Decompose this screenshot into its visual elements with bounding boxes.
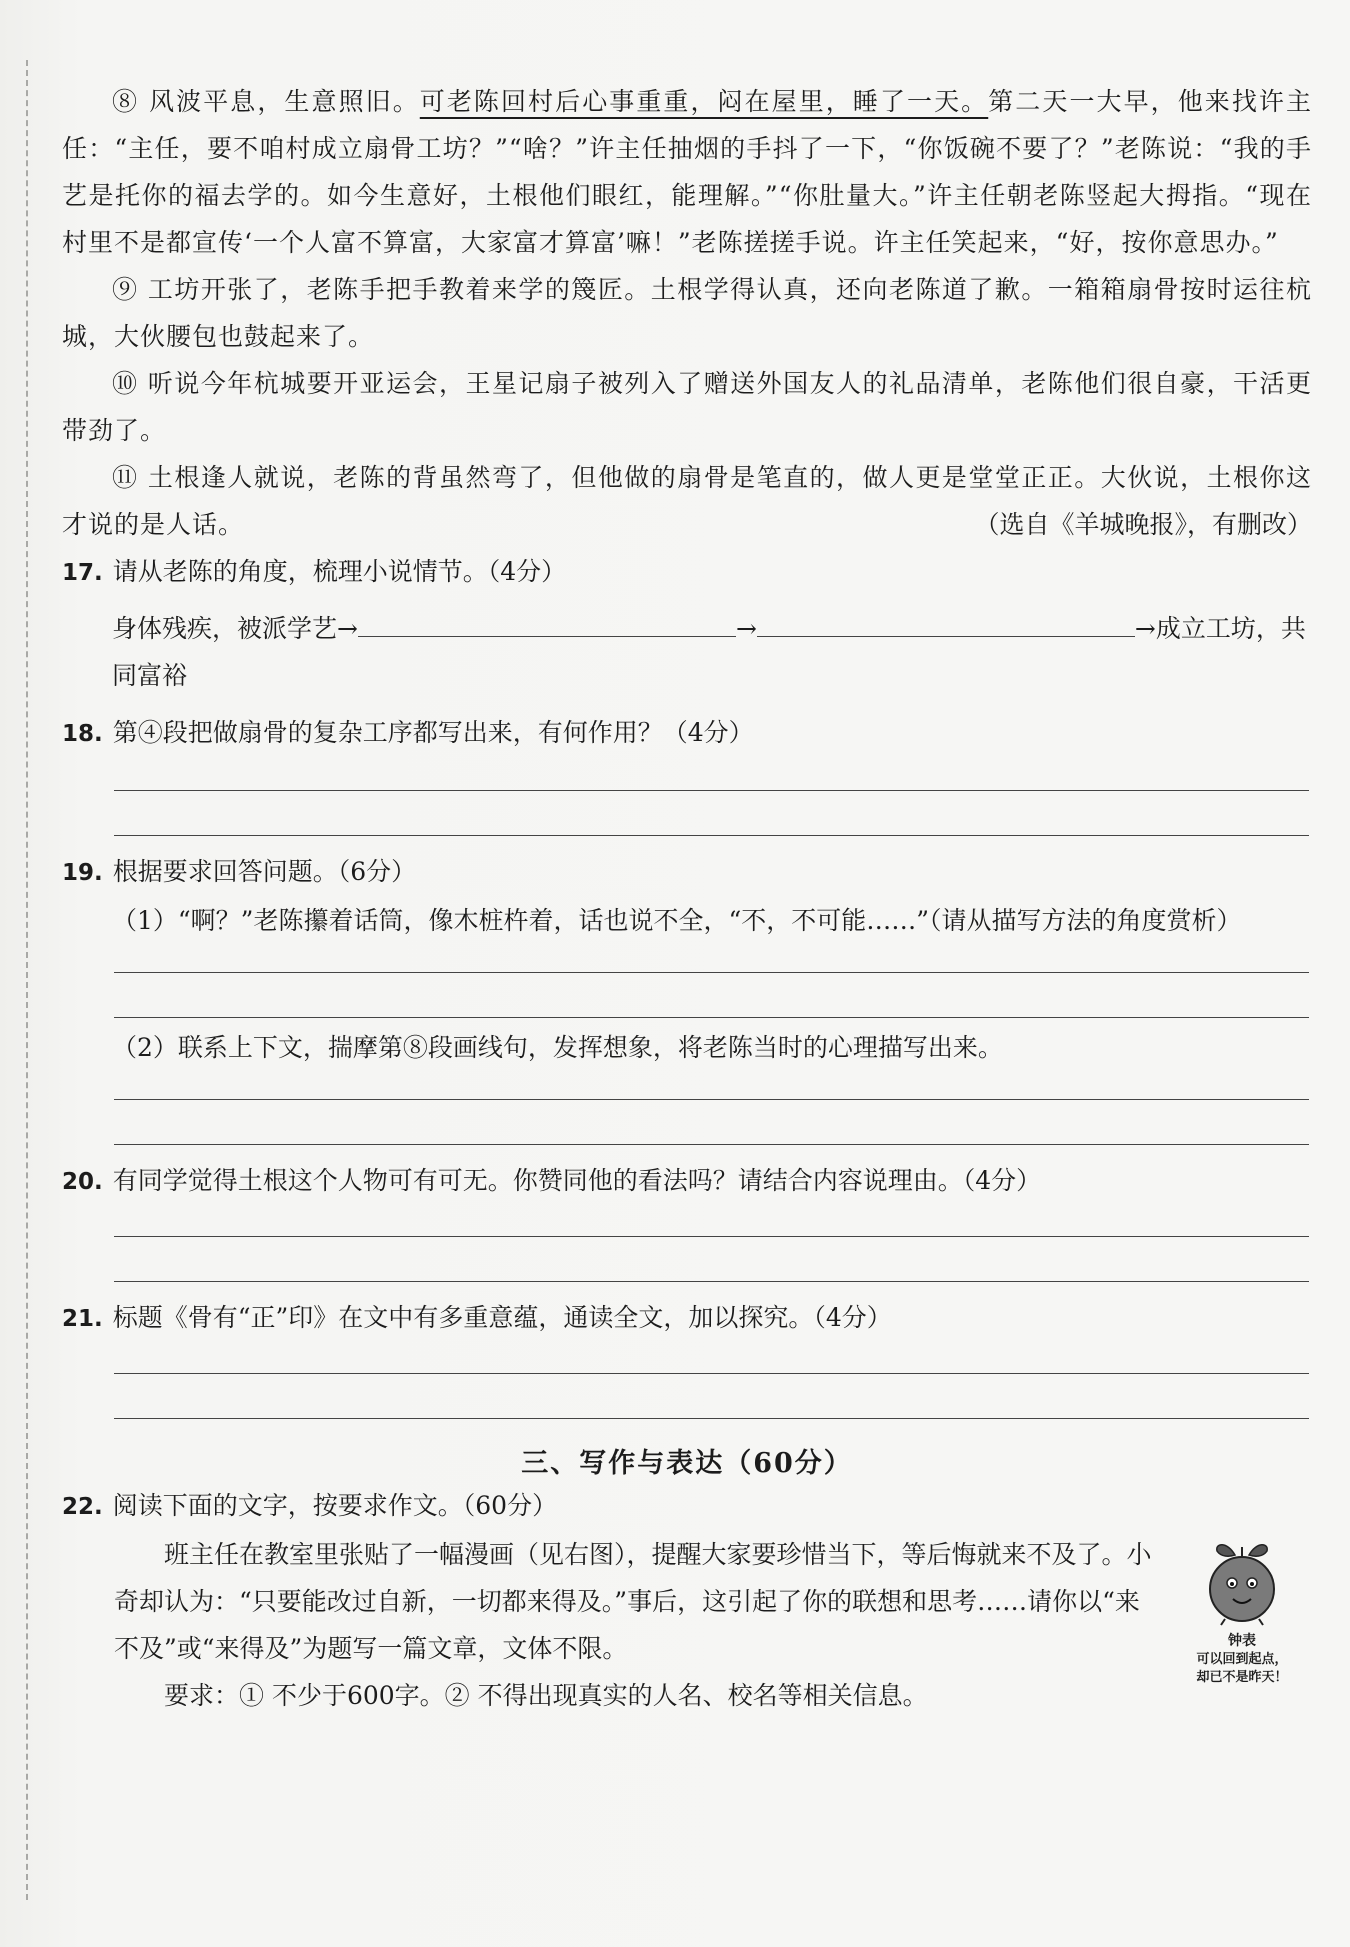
answer-line[interactable] [114,1144,1309,1145]
question-text: 阅读下面的文字，按要求作文。（60分） [112,1491,558,1520]
page-content [62,78,1312,1719]
source-note: （选自《羊城晚报》，有删改） [974,510,1312,539]
question-number: 17. [62,560,103,586]
answer-blank-2[interactable] [757,610,1135,637]
chain-end: →成立工坊，共同富裕 [112,614,1306,690]
answer-line[interactable] [114,1418,1309,1419]
essay-block [62,1531,1312,1719]
p8-rest: 第二天一大早，他来找许主任：“主任，要不咱村成立扇骨工坊？”“啥？”许主任抽烟的手抖了一下，“你饭碗不要了？”老陈说：“我的手艺是托你的福去学的。如今生意好，土根他们眼红，能理解。”“你肚量大。”许主任朝老陈竖起大拇指。“现在村里不是都宣传‘一个人富不算富，大家富才算富’嘛！”老陈搓搓手说。许主任笑起来，“好，按你意思办。” [62,87,1312,257]
p8-lead: ⑧ 风波平息，生意照旧。 [112,87,420,116]
clock-cartoon [1172,1535,1312,1685]
question-20 [62,1157,1312,1206]
chain-start: 身体残疾，被派学艺→ [112,614,358,643]
question-19 [62,848,1312,897]
binding-fold-line [26,60,28,1900]
question-number: 20. [62,1169,103,1195]
chain-arrow: → [735,614,757,643]
paragraph-11: ⑪ 土根逢人就说，老陈的背虽然弯了，但他做的扇骨是笔直的，做人更是堂堂正正。大伙说，土根你这才说的是人话。 [62,463,1312,539]
question-22 [62,1482,1312,1531]
cartoon-caption-2: 却已不是昨天！ [1196,1670,1288,1685]
cartoon-title: 钟表 [1228,1633,1256,1649]
question-17 [62,548,1312,597]
question-number: 22. [62,1494,103,1520]
cartoon-caption-1: 可以回到起点， [1196,1652,1288,1667]
essay-requirements: 要求：① 不少于600字。② 不得出现真实的人名、校名等相关信息。 [164,1681,928,1710]
question-19-sub-1: （1）“啊？”老陈攥着话筒，像木桩杵着，话也说不全，“不，不可能……”（请从描写方法的角度赏析） [112,906,1242,935]
answer-line[interactable] [114,1017,1309,1018]
question-18 [62,709,1312,758]
plot-chain [62,605,1312,699]
paragraph-10: ⑩ 听说今年杭城要开亚运会，王星记扇子被列入了赠送外国友人的礼品清单，老陈他们很自豪，干活更带劲了。 [62,369,1312,445]
question-text: 标题《骨有“正”印》在文中有多重意蕴，通读全文，加以探究。（4分） [112,1303,892,1332]
question-text: 有同学觉得土根这个人物可有可无。你赞同他的看法吗？请结合内容说理由。（4分） [112,1166,1042,1195]
essay-prompt: 班主任在教室里张贴了一幅漫画（见右图），提醒大家要珍惜当下，等后悔就来不及了。小奇却认为：“只要能改过自新，一切都来得及。”事后，这引起了你的联想和思考……请你以“来不及”或“来得及”为题写一篇文章，文体不限。 [114,1540,1152,1663]
question-text: 第④段把做扇骨的复杂工序都写出来，有何作用？（4分） [112,718,754,747]
section-title: 三、写作与表达（60分） [521,1448,853,1479]
answer-blank-1[interactable] [358,610,736,637]
question-19-sub-2: （2）联系上下文，揣摩第⑧段画线句，发挥想象，将老陈当时的心理描写出来。 [112,1033,1003,1062]
question-21 [62,1294,1312,1343]
question-text: 根据要求回答问题。（6分） [112,857,417,886]
question-number: 18. [62,721,103,747]
clock-character-icon [1197,1535,1287,1627]
paragraph-8 [62,78,1312,266]
paragraph-9: ⑨ 工坊开张了，老陈手把手教着来学的篾匠。土根学得认真，还向老陈道了歉。一箱箱扇骨按时运往杭城，大伙腰包也鼓起来了。 [62,275,1312,351]
answer-line[interactable] [114,835,1309,836]
question-text: 请从老陈的角度，梳理小说情节。（4分） [112,557,567,586]
question-number: 21. [62,1306,103,1332]
question-number: 19. [62,860,103,886]
answer-line[interactable] [114,1281,1309,1282]
p8-underlined-sentence: 可老陈回村后心事重重，闷在屋里，睡了一天。 [419,87,989,116]
